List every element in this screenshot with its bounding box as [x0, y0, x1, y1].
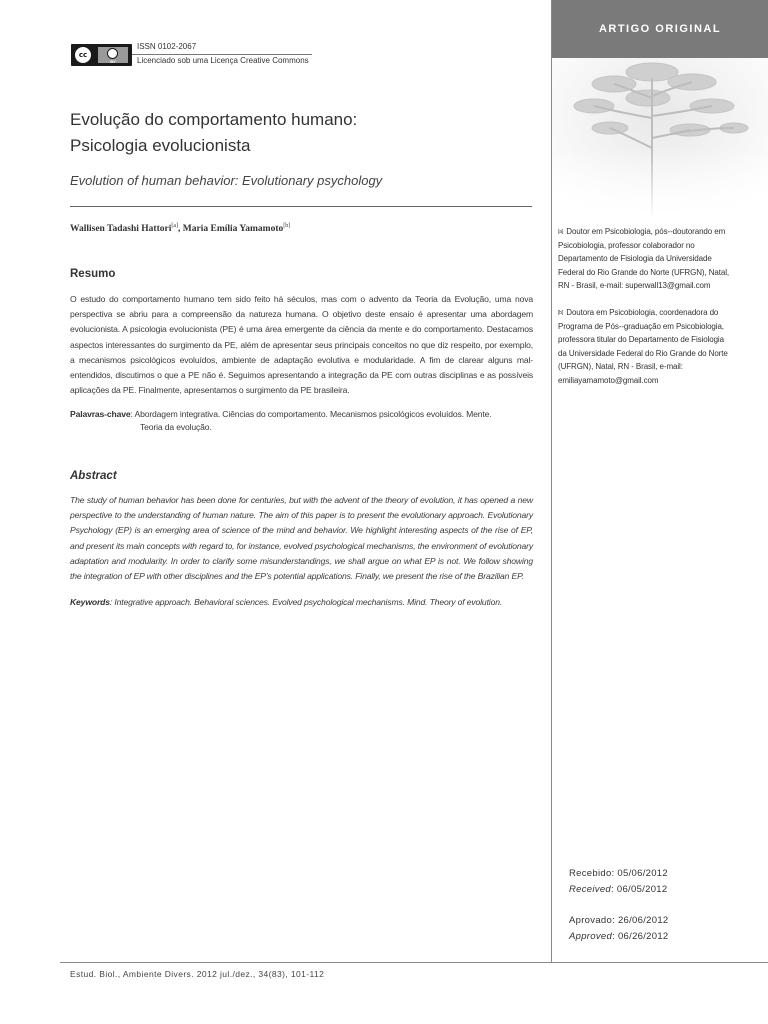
- journal-citation: Estud. Biol., Ambiente Divers. 2012 jul./dez., 34(83), 101-112: [70, 969, 325, 979]
- palavras-chave-line1: : Abordagem integrativa. Ciências do comportamento. Mecanismos psicológicos evoluídos. Mente.: [130, 409, 492, 419]
- resumo-heading: Resumo: [70, 268, 116, 280]
- creative-commons-badge[interactable]: [71, 44, 132, 66]
- english-title: Evolution of human behavior: Evolutionary psychology: [70, 173, 383, 188]
- received-label: Received: [569, 884, 612, 895]
- abstract-heading: Abstract: [70, 470, 117, 482]
- keywords-label: Keywords: [70, 597, 110, 607]
- title-line-1: Evolução do comportamento humano:: [70, 110, 358, 129]
- received-value: : 06/05/2012: [611, 884, 668, 895]
- date-approved-pt: Aprovado: 26/06/2012: [569, 915, 669, 926]
- date-received-en: [569, 884, 667, 895]
- title-divider: [70, 206, 532, 207]
- author-separator: ,: [178, 224, 183, 235]
- abstract-body: The study of human behavior has been done for centuries, but with the advent of the theory of evolution, it has opened a new perspective to the understanding of human nature. The aim of this paper is to present the evolutionary approach. Evolutionary Psychology (EP) is an emerging area of science of the mind and behavior. We highlight interesting aspects of the rise of EP, and present its main concepts with regard to, for instance, evolved psychological mechanisms, the environment of evolutionary adaptation and modularity. In order to clarify some misunderstandings, we shall argue on what EP is not. We follow showing the integration of EP with other disciplines and the EP's potential applications. Finally, we present the rise of the Brazilian EP.: [70, 495, 533, 582]
- affiliation-b-mark: [b]: [558, 310, 564, 316]
- keywords-text: : Integrative approach. Behavioral sciences. Evolved psychological mechanisms. Mind. Theory of evolution.: [109, 597, 503, 607]
- author-2: Maria Emília Yamamoto: [182, 224, 284, 235]
- palavras-chave: [70, 407, 533, 422]
- by-icon: BY: [98, 47, 128, 63]
- approved-value: : 06/26/2012: [612, 931, 669, 942]
- tree-icon: [552, 58, 768, 220]
- footer-divider: [60, 962, 768, 963]
- section-label: ARTIGO ORIGINAL: [598, 23, 722, 35]
- article-title: [70, 107, 540, 159]
- author-1-mark: [a]: [171, 223, 179, 229]
- cc-icon: cc: [74, 46, 92, 64]
- title-line-2: Psicologia evolucionista: [70, 136, 251, 155]
- license-divider: [132, 54, 312, 55]
- date-received-pt: Recebido: 05/06/2012: [569, 868, 668, 879]
- affiliation-b: [558, 306, 734, 388]
- keywords: [70, 595, 533, 610]
- affiliation-a-text: Doutor em Psicobiologia, pós--doutorando em Psicobiologia, professor colaborador no Departamento de Fisiologia da Universidade Federal do Rio Grande do Norte (UFRGN), Natal, RN - Brasil, e-mail: superwall13@gmail.com: [558, 227, 730, 291]
- date-approved-en: [569, 931, 669, 942]
- affiliation-a-mark: [a]: [558, 229, 564, 235]
- affiliation-a: [558, 225, 734, 293]
- author-2-mark: [b]: [283, 223, 291, 229]
- section-band: [552, 0, 768, 58]
- palavras-chave-label: Palavras-chave: [70, 409, 131, 419]
- license-text[interactable]: Licenciado sob uma Licença Creative Commons: [137, 56, 309, 65]
- palavras-chave-line2: Teoria da evolução.: [140, 422, 212, 432]
- affiliation-b-text: Doutora em Psicobiologia, coordenadora do Programa de Pós--graduação em Psicobiologia, professora titular do Departamento de Fisiologia da Universidade Federal do Rio Grande do Norte (UFRGN), Natal, RN - Brasil, e-mail: emiliayamamoto@gmail.com: [558, 308, 728, 385]
- issn-label: ISSN 0102-2067: [137, 42, 197, 51]
- resumo-body: O estudo do comportamento humano tem sido feito há séculos, mas com o advento da Teoria da Evolução, uma nova perspectiva se abriu para a compreensão da natureza humana. O objetivo deste ensaio é apresentar uma abordagem evolucionista. A psicologia evolucionista (PE) é uma área emergente da ciência da mente e do comportamento. Destacamos aspectos interessantes do surgimento da PE, além de apresentar seus principais conceitos no que diz respeito, por exemplo, a mecanismos psicológicos evoluídos, ambiente de adaptação evolutiva e modularidade. A fim de clarear alguns mal-entendidos, discutimos o que a PE não é. Seguimos apresentando a integração da PE com outras disciplinas e as possíveis aplicações da PE. Finalmente, apresentamos o surgimento da PE brasileira.: [70, 294, 533, 396]
- approved-label: Approved: [569, 931, 613, 942]
- author-1: Wallisen Tadashi Hattori: [70, 224, 172, 235]
- author-list: [70, 223, 290, 234]
